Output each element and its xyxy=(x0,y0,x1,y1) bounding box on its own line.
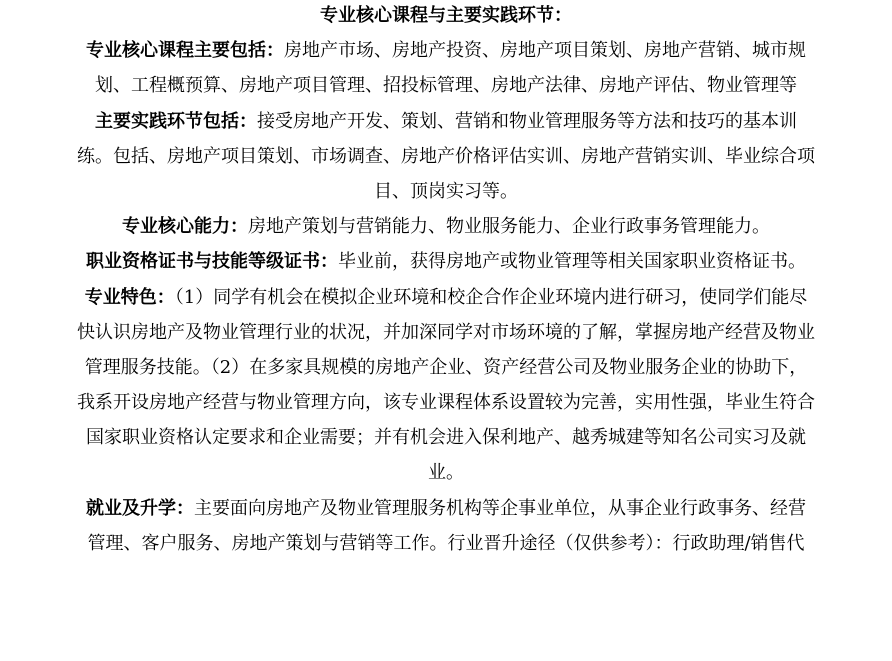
features-text-4: 我系开设房地产经营与物业管理方向，该专业课程体系设置较为完善，实用性强，毕业生符合 xyxy=(77,392,815,414)
employment-label: 就业及升学： xyxy=(86,497,194,519)
employment-line-2 xyxy=(16,530,876,558)
features-label: 专业特色： xyxy=(84,286,175,308)
practice-line-2 xyxy=(16,143,876,171)
core-courses-text-2: 划、工程概预算、房地产项目管理、招投标管理、房地产法律、房地产评估、物业管理等 xyxy=(95,75,797,97)
practice-line-1 xyxy=(16,108,876,136)
ability-text: 房地产策划与营销能力、物业服务能力、企业行政事务管理能力。 xyxy=(248,216,770,238)
practice-line-3 xyxy=(16,178,876,206)
certificate-label: 职业资格证书与技能等级证书： xyxy=(86,251,338,273)
features-line-1 xyxy=(16,284,876,312)
certificate-line xyxy=(16,248,876,276)
section-title xyxy=(16,2,876,30)
practice-text-1: 接受房地产开发、策划、营销和物业管理服务等方法和技巧的基本训 xyxy=(257,110,797,132)
features-line-2 xyxy=(16,319,876,347)
features-text-5: 国家职业资格认定要求和企业需要；并有机会进入保利地产、越秀城建等知名公司实习及就 xyxy=(86,427,806,449)
core-courses-label: 专业核心课程主要包括： xyxy=(86,40,284,62)
certificate-text: 毕业前，获得房地产或物业管理等相关国家职业资格证书。 xyxy=(338,251,806,273)
features-line-5 xyxy=(16,424,876,452)
features-line-6 xyxy=(16,459,876,487)
features-line-4 xyxy=(16,389,876,417)
practice-label: 主要实践环节包括： xyxy=(95,110,257,132)
employment-text-1: 主要面向房地产及物业管理服务机构等企事业单位，从事企业行政事务、经营 xyxy=(194,497,806,519)
employment-line-1 xyxy=(16,495,876,523)
features-text-1: （1）同学有机会在模拟企业环境和校企合作企业环境内进行研习，使同学们能尽 xyxy=(174,286,808,308)
section-title-text: 专业核心课程与主要实践环节： xyxy=(320,5,572,26)
practice-text-2: 练。包括、房地产项目策划、市场调查、房地产价格评估实训、房地产营销实训、毕业综合项 xyxy=(77,145,815,167)
core-courses-text-1: 房地产市场、房地产投资、房地产项目策划、房地产营销、城市规 xyxy=(284,40,806,62)
ability-label: 专业核心能力： xyxy=(122,216,248,238)
practice-text-3: 目、顶岗实习等。 xyxy=(374,180,518,202)
core-courses-line-1 xyxy=(16,37,876,65)
core-courses-line-2 xyxy=(16,72,876,100)
ability-line xyxy=(16,213,876,241)
employment-text-2: 管理、客户服务、房地产策划与营销等工作。行业晋升途径（仅供参考）：行政助理/销售代 xyxy=(87,532,805,554)
features-text-2: 快认识房地产及物业管理行业的状况，并加深同学对市场环境的了解，掌握房地产经营及物业 xyxy=(77,321,815,343)
features-text-3: 管理服务技能。（2）在多家具规模的房地产企业、资产经营公司及物业服务企业的协助下， xyxy=(84,356,808,378)
features-text-6: 业。 xyxy=(428,462,464,484)
features-line-3 xyxy=(16,354,876,382)
